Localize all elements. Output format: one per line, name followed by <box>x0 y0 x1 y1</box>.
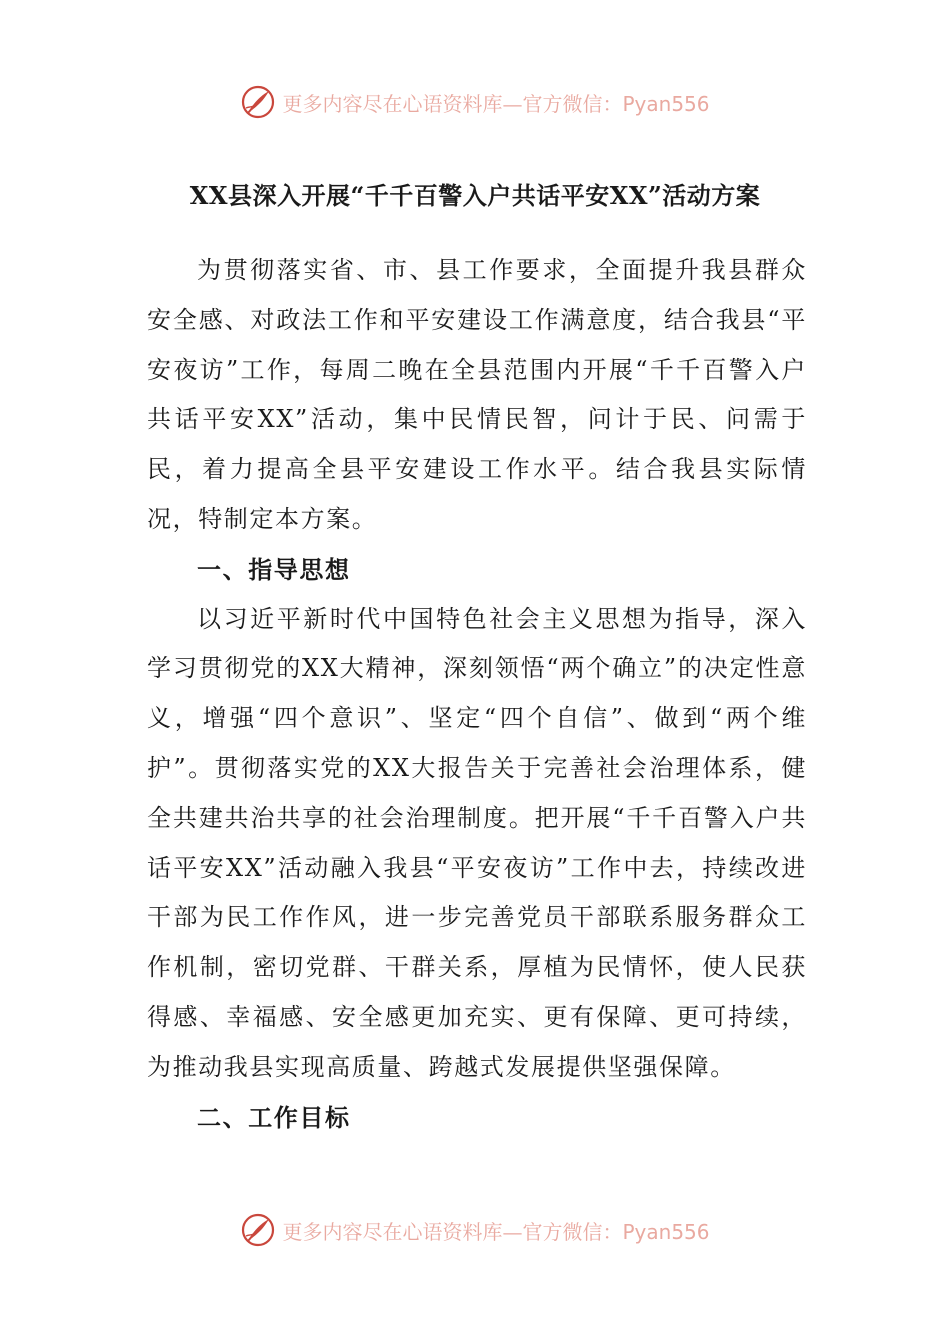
watermark-header <box>0 82 950 122</box>
watermark-text <box>282 88 709 117</box>
feather-pen-logo-icon <box>240 1212 276 1248</box>
watermark-handle: Pyan556 <box>622 1219 710 1244</box>
watermark-label: 更多内容尽在心语资料库—官方微信： <box>282 91 623 116</box>
document-body <box>147 246 807 1142</box>
document-title: XX县深入开展“千千百警入户共话平安XX”活动方案 <box>189 181 761 210</box>
section-heading-work-goals: 二、工作目标 <box>197 1102 351 1132</box>
watermark-text <box>282 1216 709 1245</box>
intro-paragraph: 为贯彻落实省、市、县工作要求，全面提升我县群众安全感、对政法工作和平安建设工作满意度，结合我县“平安夜访”工作，每周二晚在全县范围内开展“千千百警入户共话平安XX”活动，集中民情民智，问计于民、问需于民，着力提高全县平安建设工作水平。结合我县实际情况，特制定本方案。 <box>147 256 807 533</box>
watermark-footer <box>0 1210 950 1250</box>
feather-pen-logo-icon <box>240 84 276 120</box>
section-paragraph-guiding-ideology: 以习近平新时代中国特色社会主义思想为指导，深入学习贯彻党的XX大精神，深刻领悟“两个确立”的决定性意义，增强“四个意识”、坚定“四个自信”、做到“两个维护”。贯彻落实党的XX大报告关于完善社会治理体系，健全共建共治共享的社会治理制度。把开展“千千百警入户共话平安XX”活动融入我县“平安夜访”工作中去，持续改进干部为民工作作风，进一步完善党员干部联系服务群众工作机制，密切党群、干群关系，厚植为民情怀，使人民获得感、幸福感、安全感更加充实、更有保障、更可持续，为推动我县实现高质量、跨越式发展提供坚强保障。 <box>147 604 807 1081</box>
watermark-label: 更多内容尽在心语资料库—官方微信： <box>282 1219 623 1244</box>
section-heading-guiding-ideology: 一、指导思想 <box>197 554 351 584</box>
watermark-handle: Pyan556 <box>622 91 710 116</box>
